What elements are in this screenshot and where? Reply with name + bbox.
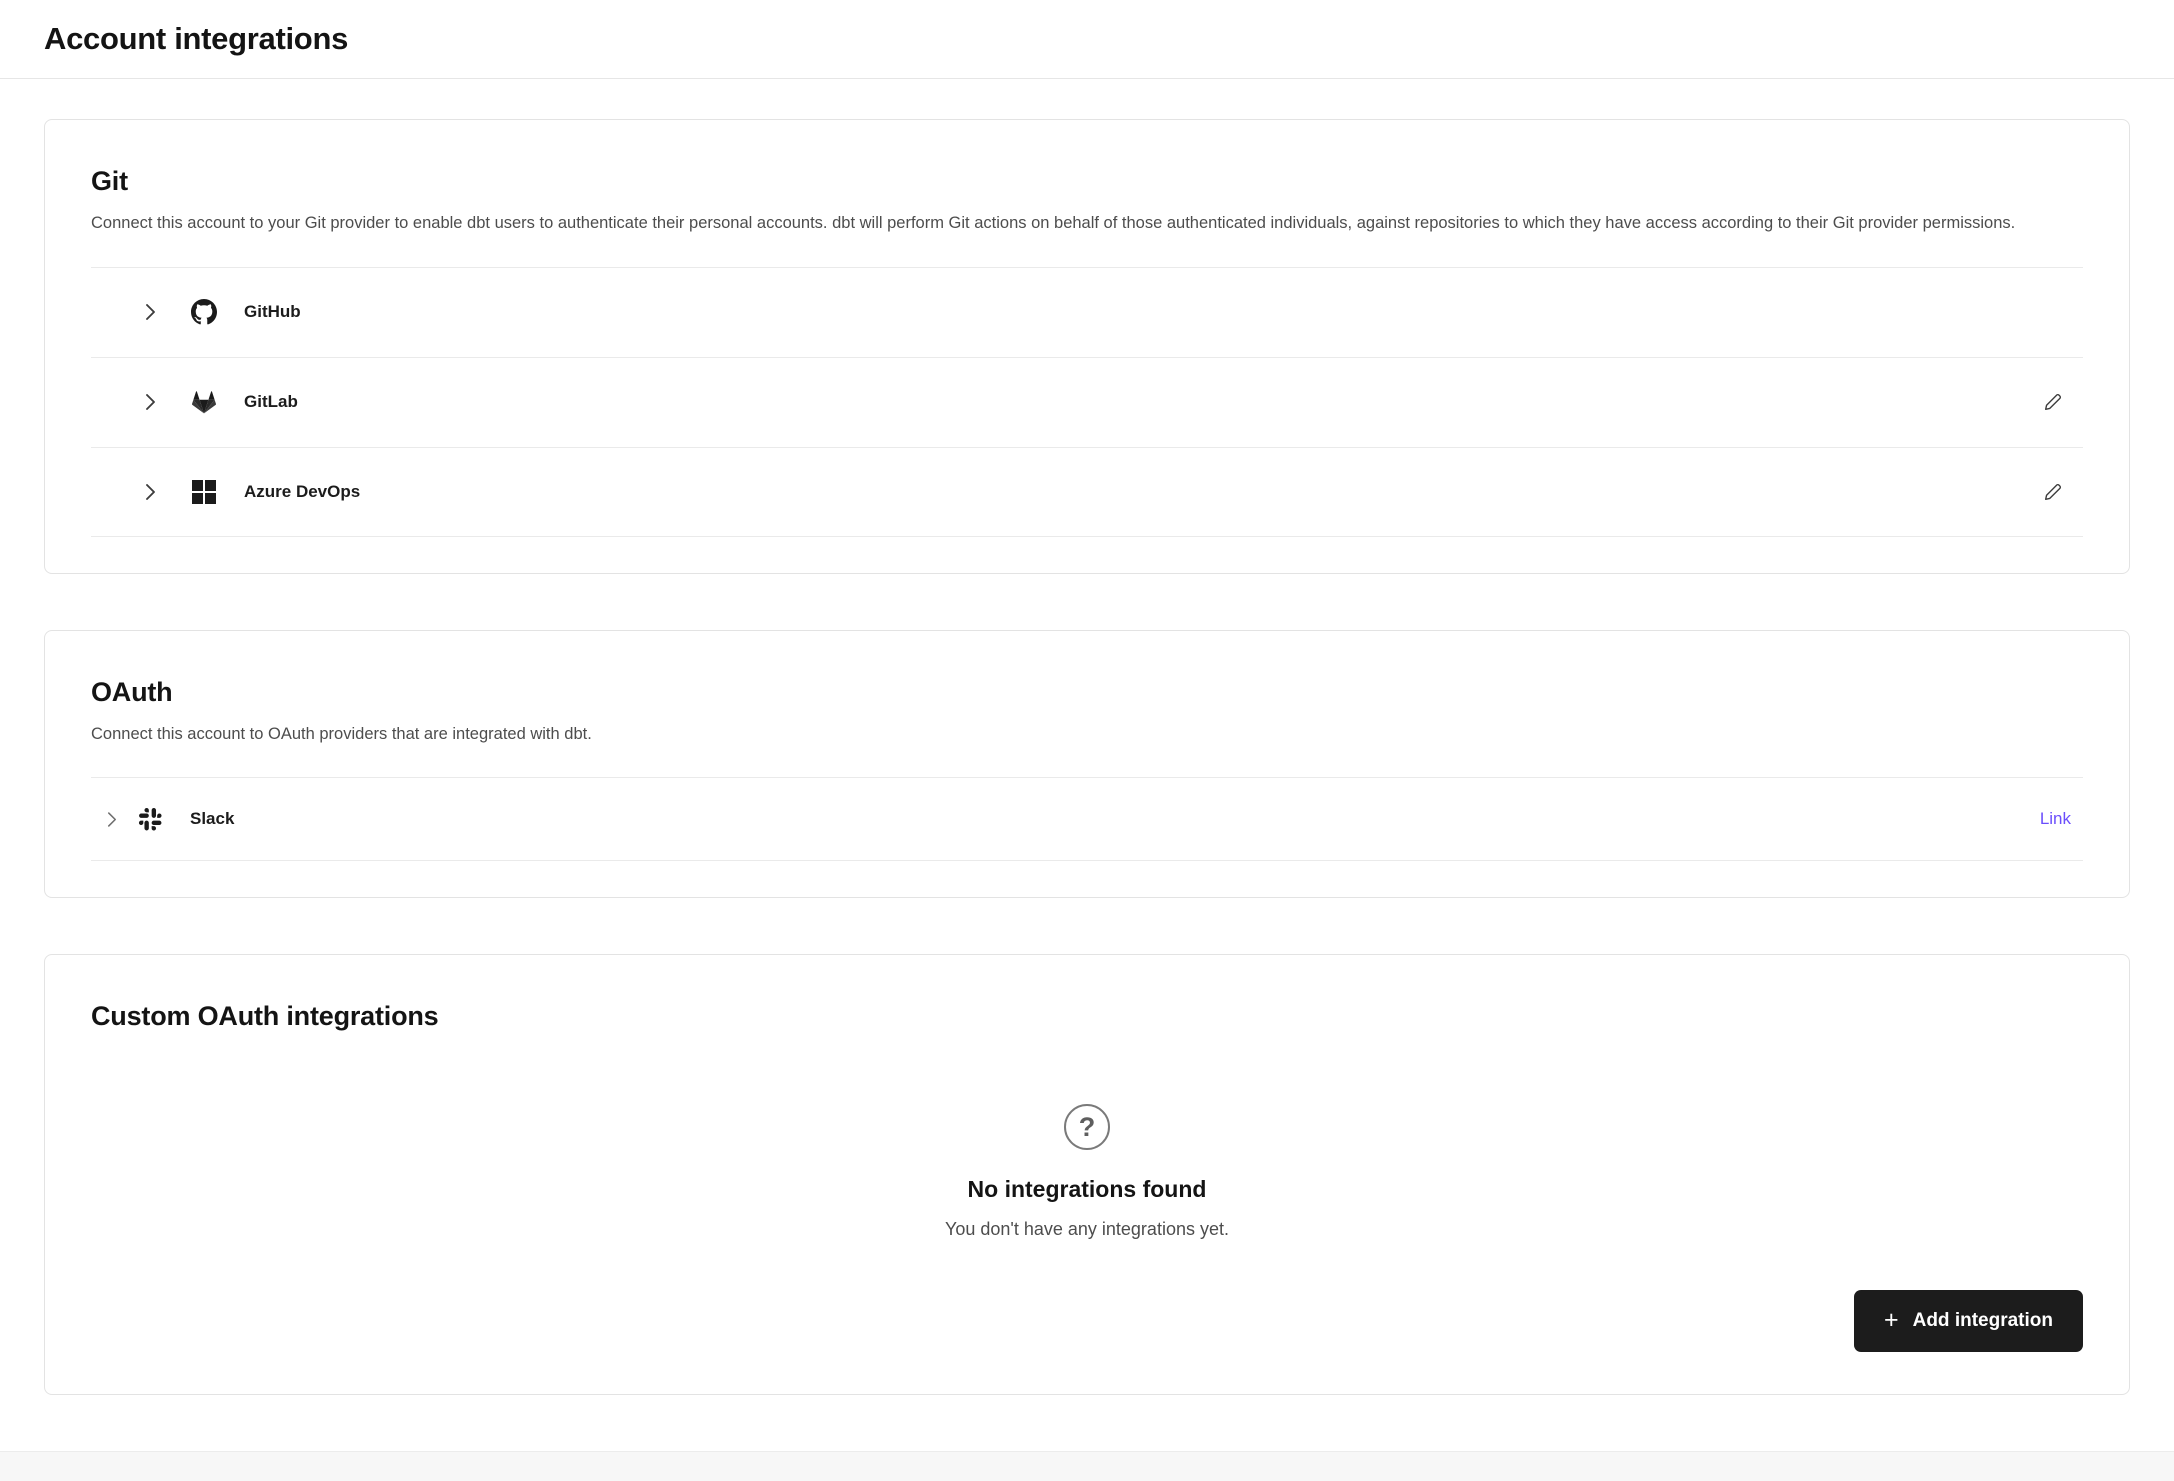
git-card-header: [91, 120, 2083, 237]
slack-link-action[interactable]: Link: [2039, 809, 2071, 829]
question-mark-circle-icon: ?: [1064, 1104, 1110, 1150]
page-title: Account integrations: [44, 21, 349, 56]
git-section-description: Connect this account to your Git provider to enable dbt users to authenticate their personal accounts. dbt will perform Git actions on behalf of those authenticated individuals, against repositories to which they have access according to their Git provider permissions.: [91, 214, 2016, 232]
provider-label: GitLab: [244, 392, 298, 412]
git-provider-row-azure-devops[interactable]: [91, 447, 2083, 537]
chevron-right-icon[interactable]: [95, 811, 129, 828]
empty-state-subtitle: You don't have any integrations yet.: [945, 1219, 1229, 1240]
git-provider-row-github[interactable]: [91, 267, 2083, 357]
oauth-provider-row-slack[interactable]: [91, 777, 2083, 861]
git-integrations-card: [44, 119, 2130, 574]
empty-state-title: No integrations found: [967, 1176, 1207, 1203]
empty-state: [91, 1046, 2083, 1250]
provider-label: GitHub: [244, 302, 301, 322]
custom-oauth-actions: [91, 1250, 2083, 1394]
oauth-integrations-card: [44, 630, 2130, 899]
page-header: [0, 0, 2174, 79]
oauth-section-title: OAuth: [91, 676, 173, 707]
custom-oauth-section-title: Custom OAuth integrations: [91, 1001, 439, 1032]
edit-pencil-icon-azure-devops[interactable]: [2035, 474, 2071, 510]
provider-label: Azure DevOps: [244, 481, 361, 501]
page-content: [0, 79, 2174, 1395]
chevron-right-icon[interactable]: [133, 483, 167, 501]
slack-icon: [135, 804, 165, 834]
chevron-right-icon[interactable]: [133, 303, 167, 321]
add-integration-button-label: Add integration: [1912, 1310, 2053, 1332]
custom-oauth-card-header: [91, 955, 2083, 1032]
edit-pencil-icon-gitlab[interactable]: [2035, 384, 2071, 420]
chevron-right-icon[interactable]: [133, 393, 167, 411]
plus-icon: +: [1884, 1305, 1899, 1334]
custom-oauth-integrations-card: [44, 954, 2130, 1395]
github-icon: [189, 297, 219, 327]
azure-devops-icon: [189, 477, 219, 507]
add-integration-button[interactable]: [1854, 1290, 2083, 1352]
oauth-section-description: Connect this account to OAuth providers that are integrated with dbt.: [91, 724, 592, 743]
gitlab-icon: [189, 387, 219, 417]
oauth-card-header: [91, 631, 2083, 748]
git-section-title: Git: [91, 166, 128, 196]
oauth-provider-list: [91, 777, 2083, 897]
provider-label: Slack: [190, 809, 235, 829]
git-provider-row-gitlab[interactable]: [91, 357, 2083, 447]
git-provider-list: [91, 267, 2083, 573]
